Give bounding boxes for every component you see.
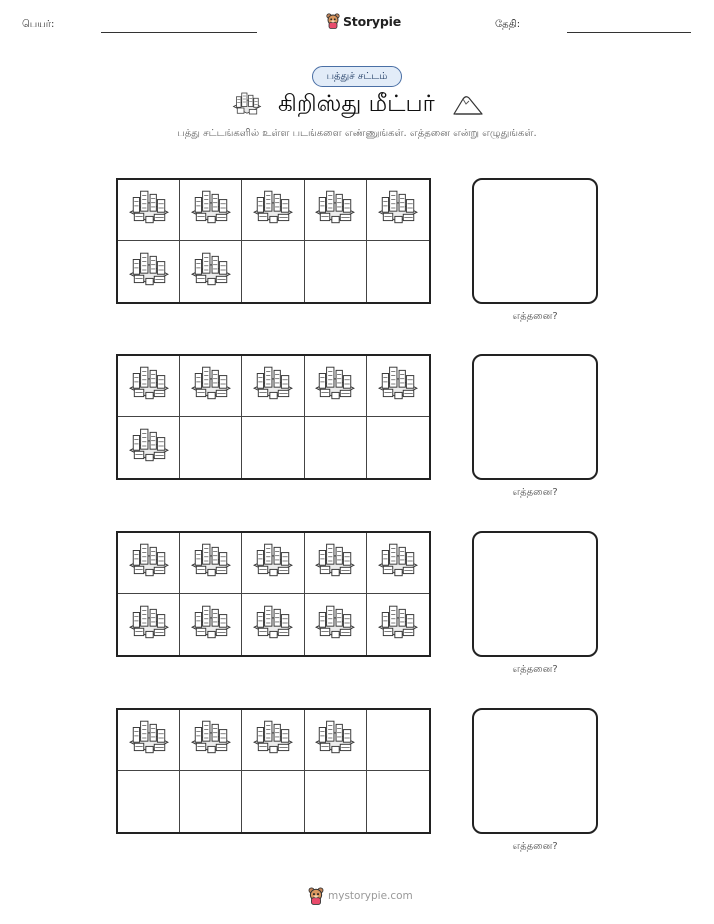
ten-frame-cell	[180, 594, 242, 655]
ten-frame-cell	[180, 533, 242, 594]
footer-url: mystorypie.com	[328, 890, 413, 902]
page-title: கிறிஸ்து மீட்பர்	[278, 91, 435, 117]
city-buildings-icon	[128, 540, 170, 586]
ten-frame-cell	[367, 594, 429, 655]
city-buildings-icon	[128, 425, 170, 471]
city-buildings-icon	[377, 187, 419, 233]
city-buildings-icon	[190, 363, 232, 409]
city-buildings-icon	[252, 602, 294, 648]
answer-box[interactable]	[472, 531, 598, 657]
city-buildings-icon	[190, 249, 232, 295]
city-buildings-icon	[314, 187, 356, 233]
city-buildings-icon	[128, 363, 170, 409]
ten-frame-cell	[305, 241, 367, 302]
city-buildings-icon	[190, 187, 232, 233]
answer-label: எத்தனை?	[512, 311, 558, 322]
answer-box[interactable]	[472, 178, 598, 304]
ten-frame-cell	[305, 710, 367, 771]
answer-label: எத்தனை?	[512, 664, 558, 675]
city-buildings-icon	[377, 363, 419, 409]
city-buildings-icon	[377, 602, 419, 648]
ten-frame-cell	[305, 180, 367, 241]
ten-frame-cell	[367, 710, 429, 771]
ten-frame-cell	[118, 710, 180, 771]
city-buildings-icon	[190, 717, 232, 763]
ten-frame-cell	[242, 180, 304, 241]
answer-box[interactable]	[472, 708, 598, 834]
ten-frame-cell	[242, 771, 304, 832]
ten-frame	[116, 178, 431, 304]
ten-frame-cell	[242, 533, 304, 594]
ten-frame-cell	[180, 771, 242, 832]
ten-frame-cell	[242, 594, 304, 655]
ten-frame-cell	[118, 594, 180, 655]
ten-frame-cell	[180, 241, 242, 302]
ten-frame-cell	[180, 710, 242, 771]
ten-frame-cell	[242, 241, 304, 302]
ten-frame-cell	[118, 533, 180, 594]
ten-frame-cell	[305, 417, 367, 478]
bear-mascot-icon	[326, 13, 340, 29]
ten-frame-cell	[180, 417, 242, 478]
ten-frame-cell	[367, 356, 429, 417]
city-buildings-icon	[252, 717, 294, 763]
name-label: பெயர்:	[22, 19, 55, 30]
date-label: தேதி:	[495, 19, 521, 30]
ten-frame-cell	[242, 710, 304, 771]
date-field-line[interactable]	[567, 32, 691, 33]
city-buildings-icon	[128, 717, 170, 763]
ten-frame-cell	[118, 417, 180, 478]
city-buildings-icon	[190, 602, 232, 648]
name-field-line[interactable]	[101, 32, 257, 33]
city-buildings-icon	[128, 249, 170, 295]
city-buildings-icon	[128, 187, 170, 233]
city-buildings-icon	[252, 187, 294, 233]
city-buildings-icon	[314, 717, 356, 763]
ten-frame-cell	[305, 594, 367, 655]
ten-frame	[116, 354, 431, 480]
city-buildings-icon	[314, 540, 356, 586]
answer-label: எத்தனை?	[512, 841, 558, 852]
city-buildings-icon	[252, 363, 294, 409]
ten-frame-cell	[367, 417, 429, 478]
ten-frame-cell	[305, 771, 367, 832]
worksheet-type-badge: பத்துச் சட்டம்	[312, 66, 402, 87]
ten-frame-cell	[118, 356, 180, 417]
ten-frame-cell	[367, 771, 429, 832]
ten-frame-cell	[118, 241, 180, 302]
mountain-icon	[452, 93, 484, 117]
city-buildings-icon	[377, 540, 419, 586]
ten-frame	[116, 531, 431, 657]
ten-frame-cell	[367, 180, 429, 241]
city-buildings-icon	[190, 540, 232, 586]
answer-box[interactable]	[472, 354, 598, 480]
ten-frame-cell	[305, 533, 367, 594]
bear-mascot-icon	[308, 887, 324, 905]
ten-frame-cell	[367, 241, 429, 302]
city-buildings-icon	[314, 602, 356, 648]
brand-name: Storypie	[343, 13, 401, 29]
ten-frame-cell	[242, 417, 304, 478]
brand-logo	[326, 13, 401, 29]
ten-frame-cell	[118, 771, 180, 832]
city-buildings-icon	[252, 540, 294, 586]
instructions: பத்து சட்டங்களில் உள்ள படங்களை எண்ணுங்கள். எத்தனை என்று எழுதுங்கள்.	[177, 128, 537, 139]
ten-frame-cell	[367, 533, 429, 594]
city-buildings-icon	[128, 602, 170, 648]
city-buildings-icon	[314, 363, 356, 409]
ten-frame-cell	[180, 356, 242, 417]
ten-frame	[116, 708, 431, 834]
ten-frame-cell	[118, 180, 180, 241]
footer	[308, 887, 413, 905]
ten-frame-cell	[305, 356, 367, 417]
ten-frame-cell	[180, 180, 242, 241]
ten-frame-cell	[242, 356, 304, 417]
city-buildings-icon	[230, 90, 264, 120]
answer-label: எத்தனை?	[512, 487, 558, 498]
